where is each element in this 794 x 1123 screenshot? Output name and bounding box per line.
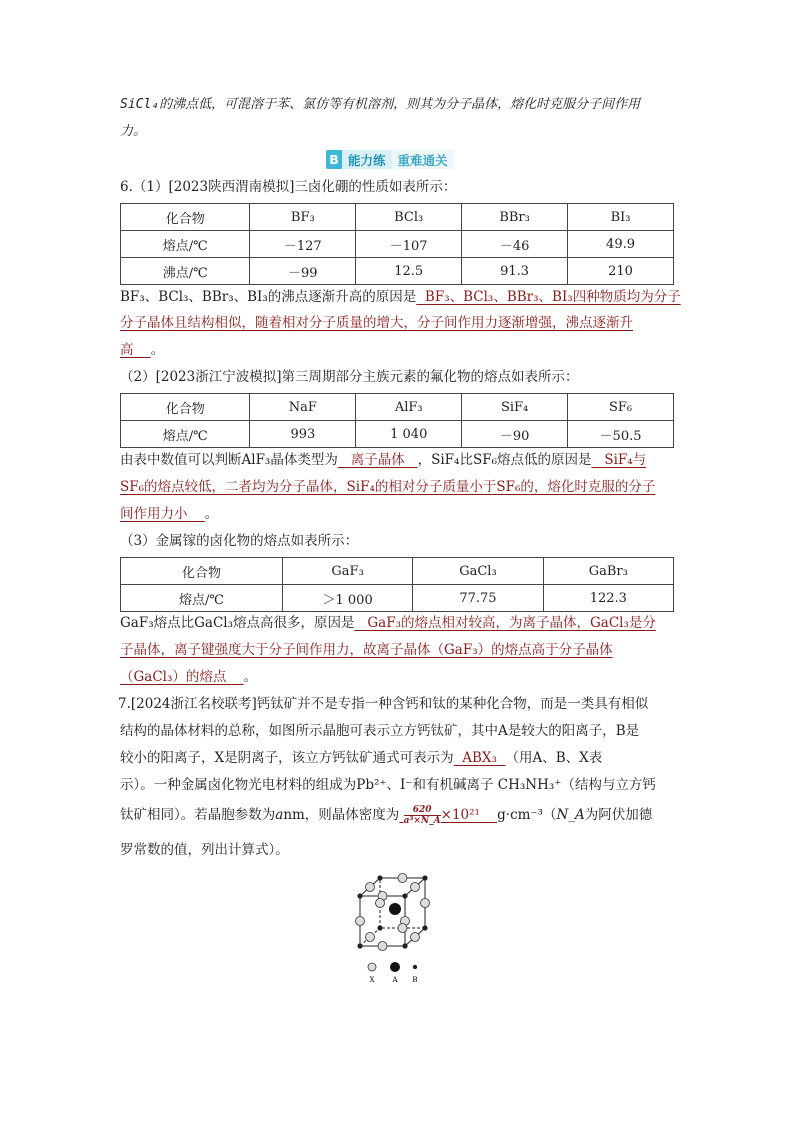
q7-line-5: 钛矿相同）。若晶胞参数为anm，则晶体密度为 $\frac{620}{\text{a³×N\_A}}$ ×10²¹ g·cm⁻³（N_A为阿伏加德 xyxy=(120,805,653,826)
table-cell: 91.3 xyxy=(462,258,568,285)
q7-line-3: 较小的阳离子，X是阴离子，该立方钙钛矿通式可表示为 ABX₃ （用A、B、X表 xyxy=(120,750,603,766)
q6-p2-title: （2）[2023浙江宁波模拟]第三周期部分主族元素的氟化物的熔点如表所示： xyxy=(120,369,579,385)
table-cell: BCl₃ xyxy=(356,204,462,231)
q7-answer-density: $\frac{620}{\text{a³×N\_A}}$ ×10²¹ xyxy=(403,805,480,826)
table-cell: －107 xyxy=(356,231,462,258)
table-cell: 化合物 xyxy=(121,394,250,421)
table-cell: SF₆ xyxy=(568,394,674,421)
perovskite-unit-cell-figure xyxy=(345,868,445,986)
table-row xyxy=(121,421,674,448)
q6-p2-answer-line-3: 间作用力小 。 xyxy=(120,506,219,522)
legend-b: B xyxy=(412,976,418,984)
banner-letter: B xyxy=(326,150,342,169)
table-cell: BBr₃ xyxy=(462,204,568,231)
q6-p1-answer: BF₃、BCl₃、BBr₃、BI₃四种物质均为分子 xyxy=(424,289,681,305)
q6-p3-answer: GaF₃的熔点相对较高，为离子晶体，GaCl₃是分 xyxy=(367,615,656,631)
section-banner xyxy=(326,150,454,169)
q6-p2-answer-b: SiF₄与 xyxy=(604,452,647,468)
q6-p2-answer-line-2: SF₆的熔点较低，二者均为分子晶体，SiF₄的相对分子质量小于SF₆的，熔化时克服的分子 xyxy=(120,479,656,495)
legend-a: A xyxy=(392,976,398,984)
q6-p1-text: BF₃、BCl₃、BBr₃、BI₃的沸点逐渐升高的原因是 xyxy=(120,289,417,305)
q6-p1-answer-line-2: 分子晶体且结构相似，随着相对分子质量的增大，分子间作用力逐渐增强，沸点逐渐升 xyxy=(120,315,633,331)
table-cell: 12.5 xyxy=(356,258,462,285)
intro-line-1: SiCl₄的沸点低，可混溶于苯、氯仿等有机溶剂，则其为分子晶体，熔化时克服分子间作用 xyxy=(120,97,641,112)
q6-p2-answer-end: 间作用力小 xyxy=(120,506,188,522)
q7-answer-formula: ABX₃ xyxy=(462,750,497,766)
table-row xyxy=(121,204,674,231)
table-cell: 49.9 xyxy=(568,231,674,258)
table-cell: ＞1 000 xyxy=(282,585,412,612)
table-cell: GaBr₃ xyxy=(543,558,673,585)
table-cell: BF₃ xyxy=(250,204,356,231)
intro-line-2: 力。 xyxy=(120,124,147,139)
q6-p1-title: 6.（1）[2023陕西渭南模拟]三卤化硼的性质如表所示： xyxy=(120,179,457,195)
table-cell: －99 xyxy=(250,258,356,285)
q6-p3-answer-end: （GaCl₃）的熔点 xyxy=(120,669,227,685)
density-fraction: $\frac{620}{\text{a³×N\_A}}$ xyxy=(403,805,441,826)
table-cell: 熔点/℃ xyxy=(121,421,250,448)
table-cell: SiF₄ xyxy=(462,394,568,421)
table-cell: －127 xyxy=(250,231,356,258)
table-cell: 122.3 xyxy=(543,585,673,612)
q6-p3-answer-line-1: GaF₃熔点比GaCl₃熔点高很多，原因是 GaF₃的熔点相对较高，为离子晶体，GaCl₃是分 xyxy=(120,615,656,631)
table-cell: AlF₃ xyxy=(356,394,462,421)
table-cell: GaF₃ xyxy=(282,558,412,585)
table-cell: 210 xyxy=(568,258,674,285)
table-cell: －46 xyxy=(462,231,568,258)
q6-p1-answer-end: 高 xyxy=(120,342,134,358)
table-cell: 沸点/℃ xyxy=(121,258,250,285)
table-gallium-halides xyxy=(120,557,674,612)
table-cell: 77.75 xyxy=(413,585,543,612)
q6-p3-answer-line-2: 子晶体，离子键强度大于分子间作用力，故离子晶体（GaF₃）的熔点高于分子晶体 xyxy=(120,642,613,658)
banner-label: 能力练 xyxy=(342,150,392,169)
q6-p3-answer-line-3: （GaCl₃）的熔点 。 xyxy=(120,669,258,685)
table-cell: 993 xyxy=(250,421,356,448)
table-cell: 化合物 xyxy=(121,204,250,231)
table-row xyxy=(121,258,674,285)
table-fluorides xyxy=(120,393,674,448)
q7-line-2: 结构的晶体材料的总称，如图所示晶胞可表示立方钙钛矿，其中A是较大的阳离子，B是 xyxy=(120,723,640,739)
table-boron-halides xyxy=(120,203,674,285)
table-row xyxy=(121,558,674,585)
table-cell: GaCl₃ xyxy=(413,558,543,585)
q6-p2-answer-line-1: 由表中数值可以判断AlF₃晶体类型为 离子晶体 ，SiF₄比SF₆熔点低的原因是 SiF₄与 xyxy=(120,452,647,468)
q6-p1-answer-line-3: 高 。 xyxy=(120,342,165,358)
banner-sub: 重难通关 xyxy=(392,150,454,169)
table-row xyxy=(121,394,674,421)
table-cell: 熔点/℃ xyxy=(121,231,250,258)
q7-line-1: 7.[2024浙江名校联考]钙钛矿并不是专指一种含钙和钛的某种化合物，而是一类具有相似 xyxy=(118,696,649,712)
q7-line-6: 罗常数的值，列出计算式）。 xyxy=(120,842,289,858)
q7-line-4: 示）。一种金属卤化物光电材料的组成为Pb²⁺、I⁻和有机碱离子 CH₃NH₃⁺（结构与立方钙 xyxy=(120,777,656,793)
legend-x: X xyxy=(369,976,375,984)
q6-p1-answer-line-1 xyxy=(120,287,681,307)
table-cell: 熔点/℃ xyxy=(121,585,283,612)
table-row xyxy=(121,585,674,612)
table-cell: －50.5 xyxy=(568,421,674,448)
table-cell: －90 xyxy=(462,421,568,448)
table-cell: BI₃ xyxy=(568,204,674,231)
table-cell: 化合物 xyxy=(121,558,283,585)
q6-p3-title: （3）金属镓的卤化物的熔点如表所示： xyxy=(120,533,359,549)
table-cell: 1 040 xyxy=(356,421,462,448)
table-row xyxy=(121,231,674,258)
q6-p2-answer-a: 离子晶体 xyxy=(350,452,405,468)
table-cell: NaF xyxy=(250,394,356,421)
